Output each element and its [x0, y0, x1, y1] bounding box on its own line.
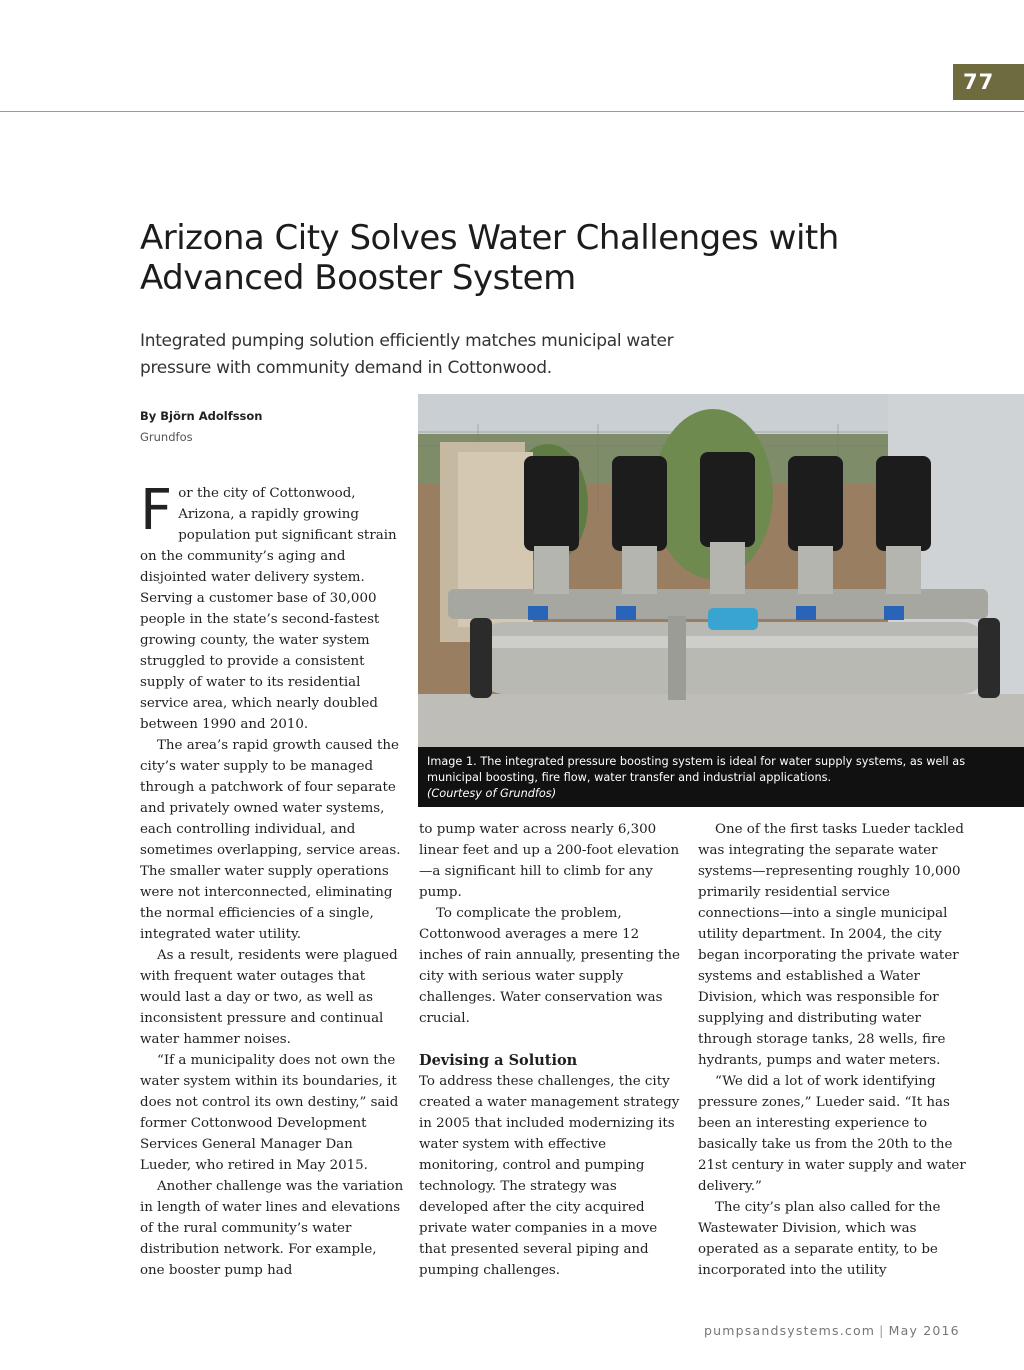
footer-issue: May 2016 — [888, 1323, 960, 1338]
body-column-2 — [419, 819, 681, 1281]
paragraph: “If a municipality does not own the water system within its boundaries, it does not control its own destiny,” said former Cottonwood Development Services General Manager Dan Lueder, who retired in May 2015. — [140, 1053, 399, 1173]
article-title: Arizona City Solves Water Challenges with Advanced Booster System — [140, 218, 839, 298]
first-paragraph: For the city of Cottonwood, Arizona, a rapidly growing population put significant strain on the community’s aging and disjointed water delivery system. Serving a customer base of 30,000 people in the state’s second-fastest growing county, the water system struggled to provide a consistent supply of water to its residential service area, which nearly doubled between 1990 and 2010. — [140, 478, 397, 732]
caption-text: Image 1. The integrated pressure boosting system is ideal for water supply systems, as well as municipal boosting, fire flow, water transfer and industrial applications. — [427, 755, 966, 784]
paragraph: To complicate the problem, Cottonwood averages a mere 12 inches of rain annually, presenting the city with serious water supply challenges. Water conservation was crucial. — [419, 906, 680, 1026]
body-column-1 — [140, 478, 405, 1281]
section-heading: Devising a Solution — [419, 1052, 578, 1069]
author-byline: By Björn Adolfsson — [140, 409, 263, 423]
paragraph: As a result, residents were plagued with frequent water outages that would last a day or two, as well as inconsistent pressure and continual water hammer noises. — [140, 948, 398, 1047]
body-column-3 — [698, 819, 968, 1281]
booster-system-photo — [418, 394, 1024, 747]
booster-system-illustration — [418, 394, 1024, 747]
paragraph: “We did a lot of work identifying pressure zones,” Lueder said. “It has been an interesting experience to basically take us from the 20th to the 21st century in water supply and water delivery.” — [698, 1074, 966, 1194]
page-footer — [704, 1323, 960, 1338]
author-affiliation: Grundfos — [140, 430, 193, 444]
drop-cap: F — [140, 478, 173, 543]
article-subtitle: Integrated pumping solution efficiently matches municipal water pressure with community demand in Cottonwood. — [140, 331, 674, 378]
paragraph: One of the first tasks Lueder tackled was integrating the separate water systems—representing roughly 10,000 primarily residential service connections—into a single municipal utility department. In 2004, the city began incorporating the private water systems and established a Water Division, which was responsible for supplying and distributing water through storage tanks, 28 wells, fire hydrants, pumps and water meters. — [698, 822, 964, 1068]
paragraph: Another challenge was the variation in length of water lines and elevations of the rural community’s water distribution network. For example, one booster pump had — [140, 1179, 404, 1278]
paragraph: To address these challenges, the city created a water management strategy in 2005 that included modernizing its water system with effective monitoring, control and pumping technology. The strategy was developed after the city acquired private water companies in a move that presented several piping and pumping challenges. — [419, 1074, 680, 1278]
caption-credit: (Courtesy of Grundfos) — [427, 787, 557, 800]
paragraph: The area’s rapid growth caused the city’s water supply to be managed through a patchwork of four separate and privately owned water systems, each controlling individual, and sometimes overlapping, service areas. The smaller water supply operations were not interconnected, eliminating the normal efficiencies of a single, integrated water utility. — [140, 738, 401, 942]
paragraph: The city’s plan also called for the Wastewater Division, which was operated as a separate entity, to be incorporated into the utility — [698, 1200, 941, 1278]
image-caption — [418, 747, 1024, 807]
footer-separator: | — [879, 1323, 885, 1338]
page-number: 77 — [953, 64, 1024, 100]
footer-site: pumpsandsystems.com — [704, 1323, 876, 1338]
paragraph: to pump water across nearly 6,300 linear feet and up a 200-foot elevation—a significant hill to climb for any pump. — [419, 822, 680, 900]
header-rule — [0, 111, 1024, 112]
